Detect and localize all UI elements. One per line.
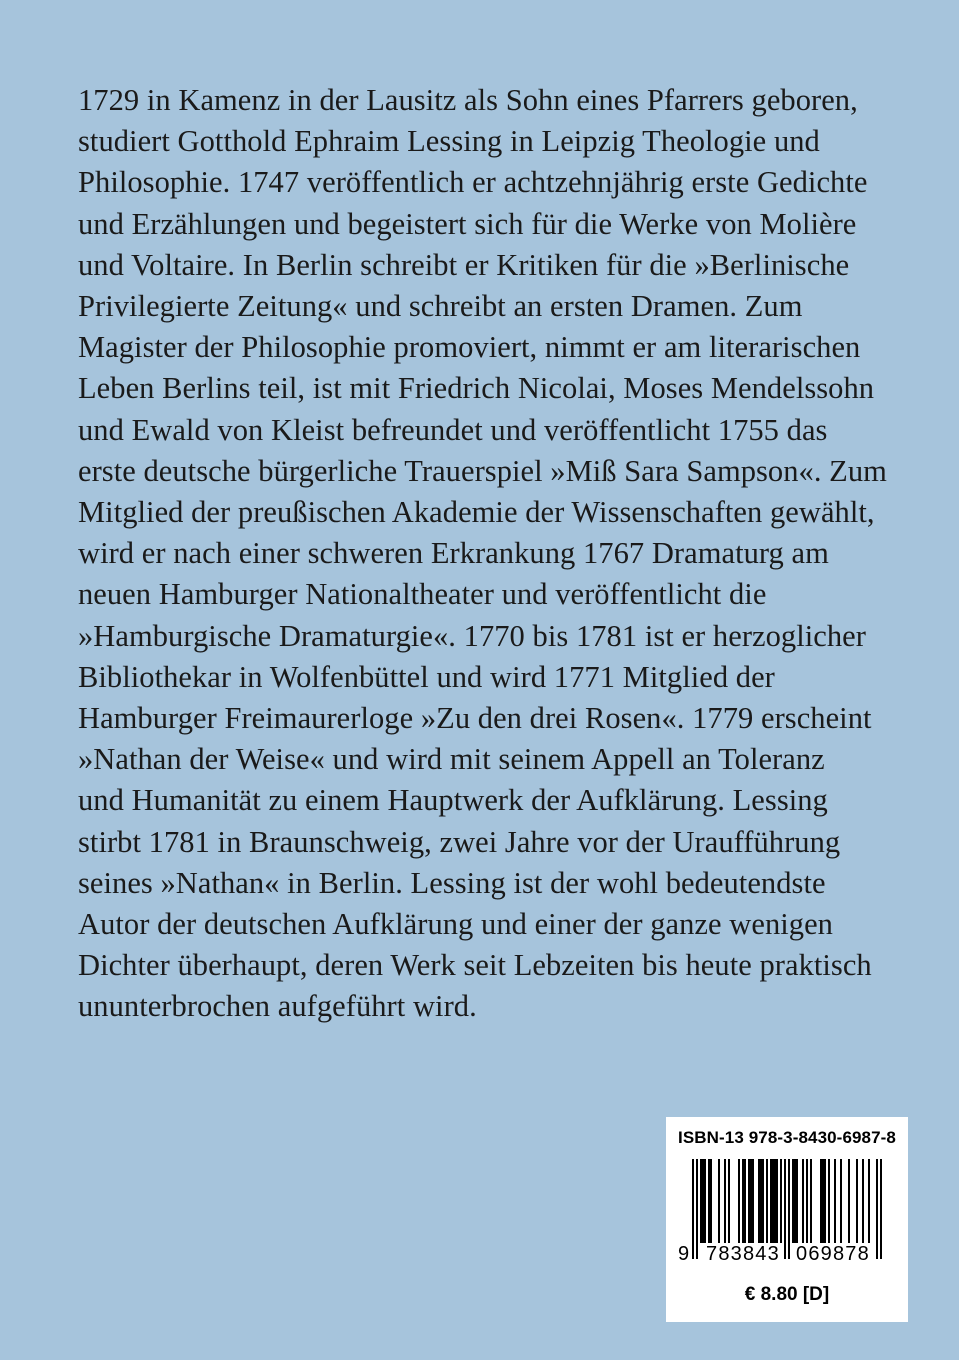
ean-right-digits: 069878 [796,1243,870,1265]
isbn-barcode-box [666,1117,908,1322]
barcode-bar [792,1159,794,1243]
barcode-bar [700,1159,702,1243]
barcode-bar [704,1159,706,1243]
price-label: € 8.80 [D] [744,1284,830,1305]
barcode-bar [752,1159,754,1243]
barcode-bar [766,1159,768,1243]
barcode-bar [868,1159,870,1243]
barcode-bar [834,1159,836,1243]
barcode-bar [856,1159,858,1243]
barcode-guard-bar [692,1159,694,1259]
barcode-bar [724,1159,726,1243]
barcode-bar [796,1159,798,1243]
barcode-bar [828,1159,830,1243]
barcode-guard-bar [784,1159,786,1259]
barcode-bar [780,1159,782,1243]
barcode-bar [774,1159,776,1243]
ean-left-digits: 783843 [706,1243,780,1265]
barcode-guard-bar [696,1159,698,1259]
barcode-guard-bar [876,1159,878,1259]
barcode-bar [718,1159,720,1243]
barcode-bar [742,1159,744,1243]
barcode-bar [708,1159,710,1243]
barcode-bar [802,1159,804,1243]
barcode-bar [776,1159,778,1243]
barcode-bar [822,1159,824,1243]
barcode-bar [824,1159,826,1243]
barcode-bar [794,1159,796,1243]
barcode-bar [762,1159,764,1243]
barcode-bar [862,1159,864,1243]
barcode-bar [810,1159,812,1243]
author-biography-text: 1729 in Kamenz in der Lausitz als Sohn eines Pfarrers geboren, studiert Gotthold Ephraim Lessing in Leipzig Theologie und Philosophie. 1747 veröffentlich er achtzehnjährig erste Gedichte und Erzählungen und begeistert sich für die Werke von Molière und Voltaire. In Berlin schreibt er Kritiken für die »Berlinische Privilegierte Zeitung« und schreibt an ersten Dramen. Zum Magister der Philosophie promoviert, nimmt er am literarischen Leben Berlins teil, ist mit Friedrich Nicolai, Moses Mendelssohn und Ewald von Kleist befreundet und veröffentlicht 1755 das erste deutsche bürgerliche Trauerspiel »Miß Sara Sampson«. Zum Mitglied der preußischen Akademie der Wissenschaften gewählt, wird er nach einer schweren Erkrankung 1767 Dramaturg am neuen Hamburger Nationaltheater und veröffentlicht die »Hamburgische Dramaturgie«. 1770 bis 1781 ist er herzoglicher Bibliothekar in Wolfenbüttel und wird 1771 Mitglied der Hamburger Freimaurerloge »Zu den drei Rosen«. 1779 erscheint »Nathan der Weise« und wird mit seinem Appell an Toleranz und Humanität zu einem Hauptwerk der Aufklärung. Lessing stirbt 1781 in Braunschweig, zwei Jahre vor der Uraufführung seines »Nathan« in Berlin. Lessing ist der wohl bedeutendste Autor der deutschen Aufklärung und einer der ganze wenigen Dichter überhaupt, deren Werk seit Lebzeiten bis heute praktisch ununterbrochen aufgeführt wird. [78,83,887,1024]
barcode-bar [820,1159,822,1243]
barcode-bar [840,1159,842,1243]
barcode-guard-bar [788,1159,790,1259]
barcode-bar [702,1159,704,1243]
barcode-bar [760,1159,762,1243]
barcode-bar [728,1159,730,1243]
barcode-bar [806,1159,808,1243]
isbn-label: ISBN-13 978-3-8430-6987-8 [678,1128,896,1147]
barcode-bar [748,1159,750,1243]
barcode-guard-bar [880,1159,882,1259]
barcode-bar [744,1159,746,1243]
barcode-bar [750,1159,752,1243]
barcode-bar [758,1159,760,1243]
barcode-bar [772,1159,774,1243]
ean-first-digit: 9 [678,1243,690,1265]
barcode-bar [770,1159,772,1243]
barcode-bar [848,1159,850,1243]
barcode-bar [738,1159,740,1243]
barcode-bar [710,1159,712,1243]
